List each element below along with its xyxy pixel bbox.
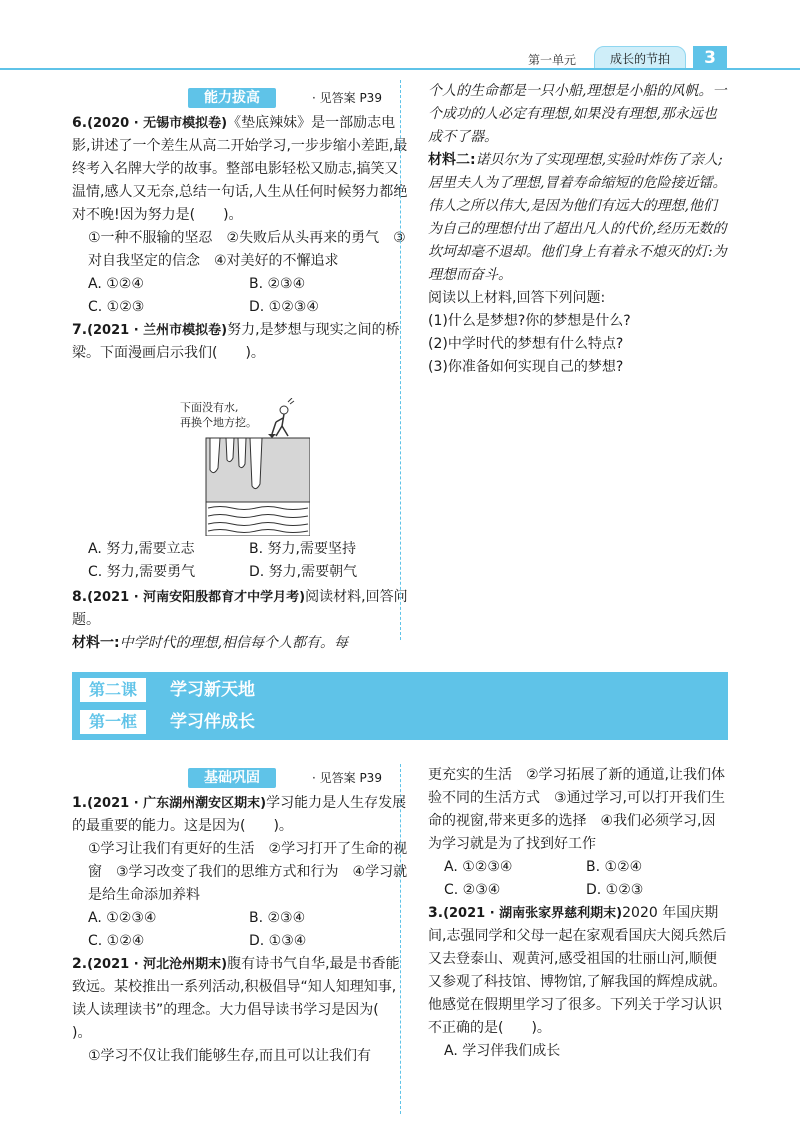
material-1-text-b: 个人的生命都是一只小船,理想是小船的风帆。一个成功的人必定有理想,如果没有理想,那永远也成不了器。 — [428, 83, 727, 145]
question-stem: 努力,是梦想与现实之间的桥梁。下面漫画启示我们( — [72, 322, 400, 361]
question-source: (2021 · 湖南张家界慈利期末) — [443, 906, 623, 921]
question-items: ①一种不服输的坚忍 ②失败后从头再来的勇气 ③对自我坚定的信念 ④对美好的不懈追求 — [88, 230, 406, 269]
answer-reference: · 见答案 P39 — [312, 91, 382, 105]
frame-title: 学习伴成长 — [170, 712, 255, 732]
cartoon-caption-line-1: 下面没有水, — [180, 401, 239, 414]
option-d[interactable]: D. ①②③④ — [249, 299, 319, 315]
material-1-start — [72, 632, 410, 655]
option-a[interactable]: A. 努力,需要立志 — [88, 541, 195, 557]
stem-end: )。 — [223, 207, 243, 223]
sub-question-1: (1)什么是梦想?你的梦想是什么? — [428, 313, 631, 329]
material-2 — [428, 149, 728, 287]
stem-end: )。 — [72, 1025, 92, 1041]
question-source: (2021 · 河北沧州期末) — [87, 957, 228, 972]
stem-end: )。 — [245, 345, 265, 361]
option-a[interactable]: A. 学习伴我们成长 — [444, 1043, 561, 1059]
option-c[interactable]: C. ①②③ — [88, 299, 145, 315]
question-6 — [72, 112, 410, 227]
basic-question-1 — [72, 792, 410, 838]
question-source: (2021 · 河南安阳殷都育才中学月考) — [87, 590, 306, 605]
option-a[interactable]: A. ①②③④ — [444, 859, 513, 875]
sub-question-3: (3)你准备如何实现自己的梦想? — [428, 359, 624, 375]
question-number: 2. — [72, 956, 88, 972]
question-stem: 2020 年国庆期间,志强同学和父母一起在家观看国庆大阅兵然后又去登泰山、观黄河,感受祖国的壮丽山河,顺便又参观了科技馆、博物馆,了解我国的辉煌成就。他感觉在假期里学习了很多。下列关于学习认识不正确的是( — [428, 905, 727, 1036]
lesson-title: 学习新天地 — [170, 680, 255, 700]
cartoon-drawing — [180, 398, 310, 536]
option-b[interactable]: B. ①②④ — [586, 859, 643, 875]
cartoon-caption-line-2: 再换个地方挖。 — [180, 416, 257, 429]
left-column-top — [72, 112, 410, 365]
question-items-continued: 更充实的生活 ②学习拓展了新的通道,让我们体验不同的生活方式 ③通过学习,可以打开我们生命的视窗,带来更多的选择 ④我们必须学习,因为学习就是为了找到好工作 — [428, 767, 725, 852]
left-column-basic — [72, 792, 410, 1068]
material-1-label: 材料一: — [72, 635, 120, 651]
header-topic-tab: 成长的节拍 — [594, 46, 686, 70]
question-source: (2021 · 兰州市模拟卷) — [87, 323, 228, 338]
question-number: 6. — [72, 115, 88, 131]
question-number: 8. — [72, 589, 88, 605]
stem-end: )。 — [273, 818, 293, 834]
question-stem: 腹有诗书气自华,最是书香能致远。某校推出一系列活动,积极倡导“知人知理知事,读人读理读书”的理念。大力倡导读书学习是因为( — [72, 956, 400, 1018]
options-b1 — [72, 907, 410, 953]
column-divider-top — [400, 80, 401, 640]
section-title-ability: 能力拔高 — [188, 88, 276, 108]
question-stem: 阅读材料,回答问题。 — [72, 589, 408, 628]
right-column-basic — [428, 764, 728, 1063]
options-q6 — [72, 273, 410, 319]
question-number: 3. — [428, 905, 444, 921]
material-2-label: 材料二: — [428, 152, 476, 168]
material-2-text: 诺贝尔为了实现理想,实验时炸伤了亲人;居里夫人为了理想,冒着寿命缩短的危险接近镭。伟人之所以伟大,是因为他们有远大的理想,他们为自己的理想付出了超出凡人的代价,经历无数的坎坷却毫不退却。他们身上有着永不熄灭的灯:为理想而奋斗。 — [428, 152, 727, 283]
section-title-basic: 基础巩固 — [188, 768, 276, 788]
header-unit: 第一单元 — [528, 53, 577, 67]
basic-question-3 — [428, 902, 728, 1040]
option-c[interactable]: C. 努力,需要勇气 — [88, 564, 196, 580]
option-c[interactable]: C. ①②④ — [88, 933, 145, 949]
question-stem: 《垫底辣妹》是一部励志电影,讲述了一个差生从高二开始学习,一步步缩小差距,最终考入名牌大学的故事。整部电影轻松又励志,搞笑又温情,感人又无奈,总结一句话,人生从任何时候努力都绝对不晚!因为努力是( — [72, 115, 408, 223]
option-b[interactable]: B. ②③④ — [249, 910, 306, 926]
option-d[interactable]: D. ①③④ — [249, 933, 307, 949]
question-source: (2020 · 无锡市模拟卷) — [87, 116, 228, 131]
cartoon-illustration — [180, 398, 310, 536]
option-a[interactable]: A. ①②③④ — [88, 910, 157, 926]
options-b2 — [428, 856, 728, 902]
question-items: ①学习让我们有更好的生活 ②学习打开了生命的视窗 ③学习改变了我们的思维方式和行为 ④学习就是给生命添加养料 — [88, 841, 408, 903]
lesson-label: 第二课 — [80, 678, 146, 702]
question-stem: 学习能力是人生存发展的最重要的能力。这是因为( — [72, 795, 407, 834]
option-b[interactable]: B. 努力,需要坚持 — [249, 541, 356, 557]
option-d[interactable]: D. ①②③ — [586, 882, 644, 898]
reading-prompt: 阅读以上材料,回答下列问题: — [428, 290, 606, 306]
option-d[interactable]: D. 努力,需要朝气 — [249, 564, 358, 580]
question-number: 1. — [72, 795, 88, 811]
option-a[interactable]: A. ①②④ — [88, 276, 144, 292]
left-column-bottom — [72, 538, 410, 655]
right-column-top — [428, 80, 728, 379]
question-8 — [72, 586, 410, 632]
question-7 — [72, 319, 410, 365]
header-rule — [0, 68, 800, 70]
options-q7 — [72, 538, 410, 584]
option-c[interactable]: C. ②③④ — [444, 882, 501, 898]
option-b[interactable]: B. ②③④ — [249, 276, 306, 292]
question-number: 7. — [72, 322, 88, 338]
material-1-text-a: 中学时代的理想,相信每个人都有。每 — [119, 635, 349, 651]
answer-reference: · 见答案 P39 — [312, 771, 382, 785]
question-source: (2021 · 广东湖州潮安区期末) — [87, 796, 267, 811]
stem-end: )。 — [531, 1020, 551, 1036]
lesson-banner — [72, 672, 728, 740]
sub-question-2: (2)中学时代的梦想有什么特点? — [428, 336, 624, 352]
question-items-start: ①学习不仅让我们能够生存,而且可以让我们有 — [88, 1048, 371, 1064]
basic-question-2 — [72, 953, 410, 1045]
frame-label: 第一框 — [80, 710, 146, 734]
page-number: 3 — [693, 46, 727, 70]
